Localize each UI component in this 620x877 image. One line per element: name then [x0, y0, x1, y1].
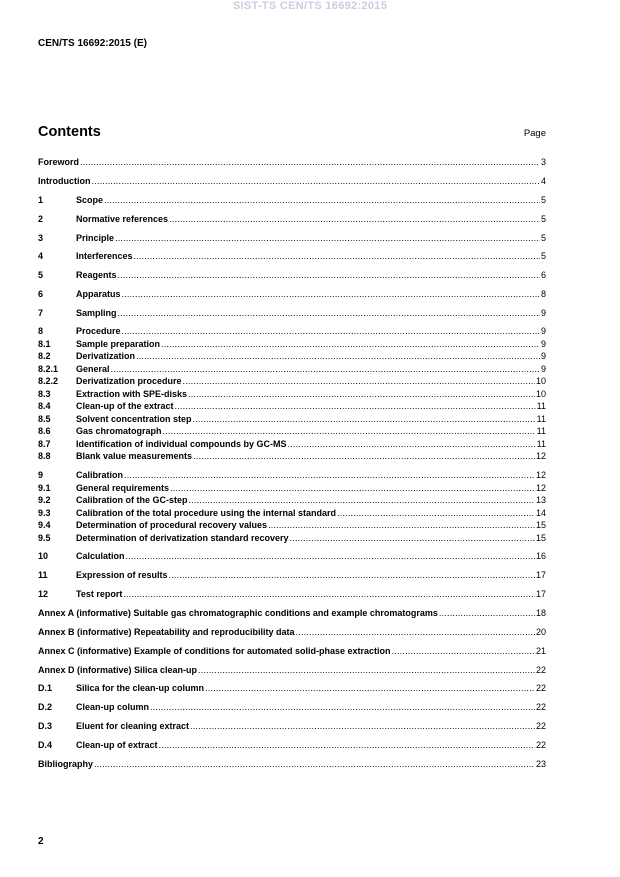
toc-entry[interactable]	[38, 195, 546, 206]
toc-entry-page: 20	[535, 627, 546, 637]
toc-entry-number: 1	[38, 195, 44, 205]
toc-entry-page: 17	[535, 570, 546, 580]
toc-entry[interactable]	[38, 608, 546, 619]
toc-dot-leader	[136, 351, 540, 362]
toc-dot-leader	[169, 570, 535, 581]
toc-dot-leader	[159, 740, 535, 751]
toc-dot-leader	[288, 439, 536, 450]
toc-entry[interactable]	[38, 589, 546, 600]
toc-entry-title: Sample preparation	[76, 339, 161, 349]
toc-entry-page: 8	[540, 289, 546, 299]
toc-entry-title: Solvent concentration step	[76, 414, 192, 424]
toc-entry-title: Expression of results	[76, 570, 168, 580]
toc-entry-title: Calculation	[76, 551, 125, 561]
toc-entry-number: 7	[38, 308, 44, 318]
toc-dot-leader	[150, 702, 535, 713]
toc-entry-title: Derivatization	[76, 351, 136, 361]
toc-entry-title: Bibliography	[38, 759, 94, 769]
toc-entry-number: 9.2	[38, 495, 51, 505]
toc-entry-page: 21	[535, 646, 546, 656]
toc-entry[interactable]	[38, 308, 546, 319]
toc-entry-page: 5	[540, 251, 546, 261]
toc-dot-leader	[290, 533, 535, 544]
toc-entry[interactable]	[38, 414, 546, 425]
toc-entry-title: Procedure	[76, 326, 121, 336]
toc-entry[interactable]	[38, 351, 546, 362]
toc-entry-number: 3	[38, 233, 44, 243]
toc-entry-title: Annex D (informative) Silica clean-up	[38, 665, 198, 675]
toc-entry-title: Calibration	[76, 470, 124, 480]
toc-entry-page: 12	[535, 451, 546, 461]
toc-dot-leader	[161, 339, 540, 350]
toc-entry[interactable]	[38, 326, 546, 337]
toc-dot-leader	[188, 389, 535, 400]
toc-entry[interactable]	[38, 551, 546, 562]
toc-entry-number: D.3	[38, 721, 53, 731]
toc-dot-leader	[169, 214, 540, 225]
toc-dot-leader	[94, 759, 535, 770]
toc-dot-leader	[118, 308, 540, 319]
toc-entry[interactable]	[38, 364, 546, 375]
toc-entry-number: D.2	[38, 702, 53, 712]
toc-entry-number: 8.1	[38, 339, 51, 349]
toc-entry-number: 8.2	[38, 351, 51, 361]
toc-entry-number: 9.1	[38, 483, 51, 493]
toc-entry-number: 9.5	[38, 533, 51, 543]
toc-entry-number: D.1	[38, 683, 53, 693]
toc-entry[interactable]	[38, 740, 546, 751]
toc-entry-title: Determination of derivatization standard recovery	[76, 533, 289, 543]
toc-entry[interactable]	[38, 483, 546, 494]
toc-entry-number: 9.4	[38, 520, 51, 530]
toc-entry-title: Identification of individual compounds by GC-MS	[76, 439, 287, 449]
toc-entry-page: 3	[540, 157, 546, 167]
toc-entry-page: 18	[535, 608, 546, 618]
toc-entry-number: 11	[38, 570, 48, 580]
toc-entry-title: Clean-up of the extract	[76, 401, 174, 411]
toc-entry-title: Clean-up of extract	[76, 740, 158, 750]
toc-dot-leader	[183, 376, 535, 387]
toc-entry-title: Calibration of the total procedure using the internal standard	[76, 508, 337, 518]
toc-dot-leader	[122, 289, 540, 300]
toc-entry-page: 9	[540, 364, 546, 374]
toc-entry-number: 5	[38, 270, 44, 280]
toc-dot-leader	[190, 721, 535, 732]
toc-dot-leader	[115, 233, 540, 244]
toc-entry-number: 8.2.2	[38, 376, 59, 386]
toc-entry[interactable]	[38, 376, 546, 387]
toc-entry-number: 8.4	[38, 401, 51, 411]
toc-dot-leader	[170, 483, 535, 494]
toc-entry-number: 9	[38, 470, 44, 480]
toc-entry-page: 22	[535, 721, 546, 731]
toc-entry-page: 22	[535, 702, 546, 712]
toc-entry[interactable]	[38, 470, 546, 481]
toc-entry-title: Introduction	[38, 176, 91, 186]
toc-entry-title: Blank value measurements	[76, 451, 193, 461]
toc-entry[interactable]	[38, 646, 546, 657]
toc-entry[interactable]	[38, 721, 546, 732]
toc-entry[interactable]	[38, 251, 546, 262]
toc-entry-page: 9	[540, 351, 546, 361]
toc-entry-page: 22	[535, 740, 546, 750]
toc-entry-number: 8.7	[38, 439, 51, 449]
toc-entry-title: Annex C (informative) Example of conditions for automated solid-phase extraction	[38, 646, 391, 656]
toc-entry[interactable]	[38, 533, 546, 544]
toc-entry-page: 4	[540, 176, 546, 186]
toc-entry-number: 8.8	[38, 451, 51, 461]
toc-dot-leader	[80, 157, 540, 168]
toc-entry-number: 4	[38, 251, 44, 261]
toc-entry-title: Sampling	[76, 308, 117, 318]
toc-entry-number: 12	[38, 589, 49, 599]
toc-entry[interactable]	[38, 157, 546, 168]
toc-entry[interactable]	[38, 426, 546, 437]
toc-entry-page: 12	[535, 483, 546, 493]
toc-entry-page: 9	[540, 339, 546, 349]
toc-entry-title: Clean-up column	[76, 702, 150, 712]
page-column-label: Page	[523, 128, 546, 139]
toc-dot-leader	[122, 326, 540, 337]
toc-entry-title: Gas chromatograph	[76, 426, 162, 436]
toc-entry-title: Test report	[76, 589, 123, 599]
toc-entry[interactable]	[38, 389, 546, 400]
toc-entry[interactable]	[38, 520, 546, 531]
toc-entry-page: 22	[535, 665, 546, 675]
toc-entry-number: 8.6	[38, 426, 51, 436]
toc-entry[interactable]	[38, 176, 546, 187]
toc-entry-title: Interferences	[76, 251, 133, 261]
toc-dot-leader	[193, 414, 536, 425]
toc-entry-title: Annex A (informative) Suitable gas chromatographic conditions and example chromatograms	[38, 608, 438, 618]
toc-entry-page: 6	[540, 270, 546, 280]
toc-entry-title: Derivatization procedure	[76, 376, 182, 386]
toc-entry-title: Normative references	[76, 214, 169, 224]
watermark-text: SIST-TS CEN/TS 16692:2015	[232, 0, 388, 12]
document-identifier: CEN/TS 16692:2015 (E)	[38, 38, 147, 49]
toc-entry[interactable]	[38, 495, 546, 506]
toc-entry-number: 8.2.1	[38, 364, 59, 374]
toc-entry-title: Apparatus	[76, 289, 121, 299]
toc-entry[interactable]	[38, 289, 546, 300]
toc-entry[interactable]	[38, 451, 546, 462]
toc-dot-leader	[126, 551, 535, 562]
toc-dot-leader	[193, 451, 535, 462]
toc-entry-number: D.4	[38, 740, 53, 750]
toc-entry-page: 16	[535, 551, 546, 561]
toc-entry-number: 10	[38, 551, 49, 561]
toc-entry-number: 2	[38, 214, 44, 224]
toc-entry-page: 22	[535, 683, 546, 693]
toc-entry-page: 11	[536, 426, 546, 436]
toc-dot-leader	[104, 195, 540, 206]
toc-entry-title: Determination of procedural recovery values	[76, 520, 268, 530]
toc-entry-number: 9.3	[38, 508, 51, 518]
toc-entry-page: 17	[535, 589, 546, 599]
toc-entry-page: 5	[540, 233, 546, 243]
toc-entry-title: Annex B (informative) Repeatability and reproducibility data	[38, 627, 295, 637]
toc-entry[interactable]	[38, 508, 546, 519]
toc-dot-leader	[189, 495, 535, 506]
toc-entry-page: 11	[536, 439, 546, 449]
toc-entry-title: Extraction with SPE-disks	[76, 389, 188, 399]
toc-dot-leader	[111, 364, 540, 375]
toc-entry[interactable]	[38, 439, 546, 450]
toc-entry[interactable]	[38, 233, 546, 244]
toc-dot-leader	[123, 589, 535, 600]
toc-entry-title: General requirements	[76, 483, 170, 493]
toc-entry-page: 10	[535, 389, 546, 399]
toc-entry-page: 12	[535, 470, 546, 480]
toc-entry-title: Reagents	[76, 270, 117, 280]
toc-entry[interactable]	[38, 339, 546, 350]
toc-entry[interactable]	[38, 570, 546, 581]
toc-entry-page: 11	[536, 414, 546, 424]
toc-entry[interactable]	[38, 627, 546, 638]
toc-entry-title: Silica for the clean-up column	[76, 683, 205, 693]
toc-entry-page: 23	[535, 759, 546, 769]
page-number: 2	[38, 836, 44, 847]
toc-entry[interactable]	[38, 401, 546, 412]
toc-entry-page: 10	[535, 376, 546, 386]
toc-entry-page: 5	[540, 195, 546, 205]
toc-entry-page: 9	[540, 326, 546, 336]
contents-heading: Contents	[38, 124, 101, 140]
toc-dot-leader	[439, 608, 535, 619]
toc-entry-page: 13	[535, 495, 546, 505]
toc-dot-leader	[296, 627, 535, 638]
toc-entry-title: Principle	[76, 233, 115, 243]
toc-dot-leader	[163, 426, 536, 437]
toc-entry-page: 14	[535, 508, 546, 518]
toc-entry-title: Foreword	[38, 157, 80, 167]
toc-entry[interactable]	[38, 759, 546, 770]
toc-entry-number: 8.5	[38, 414, 51, 424]
toc-entry-number: 8	[38, 326, 44, 336]
toc-entry-page: 15	[535, 533, 546, 543]
toc-dot-leader	[205, 683, 535, 694]
toc-entry-title: General	[76, 364, 110, 374]
toc-entry[interactable]	[38, 270, 546, 281]
toc-dot-leader	[198, 665, 535, 676]
toc-entry-number: 8.3	[38, 389, 51, 399]
toc-entry[interactable]	[38, 683, 546, 694]
toc-entry-title: Calibration of the GC-step	[76, 495, 188, 505]
toc-entry-title: Eluent for cleaning extract	[76, 721, 190, 731]
toc-entry-number: 6	[38, 289, 44, 299]
toc-entry[interactable]	[38, 214, 546, 225]
toc-entry-title: Scope	[76, 195, 104, 205]
toc-dot-leader	[124, 470, 535, 481]
toc-entry[interactable]	[38, 665, 546, 676]
toc-entry-page: 5	[540, 214, 546, 224]
toc-dot-leader	[337, 508, 535, 519]
toc-dot-leader	[392, 646, 535, 657]
toc-entry-page: 15	[535, 520, 546, 530]
toc-dot-leader	[118, 270, 540, 281]
toc-dot-leader	[175, 401, 536, 412]
toc-entry-page: 9	[540, 308, 546, 318]
toc-entry[interactable]	[38, 702, 546, 713]
toc-dot-leader	[268, 520, 535, 531]
toc-dot-leader	[92, 176, 540, 187]
toc-entry-page: 11	[536, 401, 546, 411]
toc-dot-leader	[134, 251, 540, 262]
